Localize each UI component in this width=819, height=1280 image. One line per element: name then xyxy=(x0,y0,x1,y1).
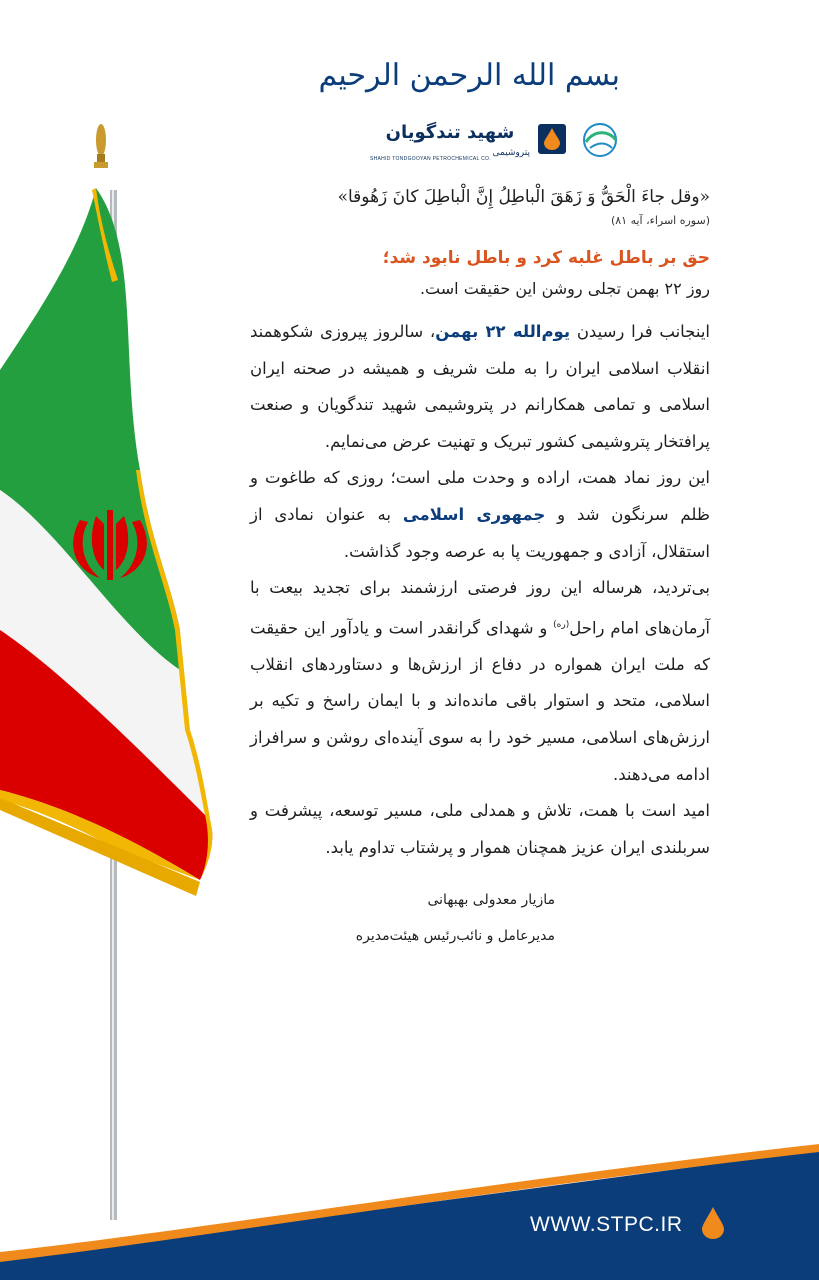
p2-text-c: به عنوان نمادی از استقلال، آزادی و جمهوریت پا به عرصه وجود گذاشت. xyxy=(250,504,710,561)
subheadline: روز ۲۲ بهمن تجلی روشن این حقیقت است. xyxy=(419,279,710,298)
brand-name: شهید تندگویان xyxy=(385,122,515,143)
paragraph-1 xyxy=(250,314,710,460)
p3-superscript: (ره) xyxy=(553,619,570,630)
company-logo xyxy=(360,118,630,170)
p2-text-a: این روز نماد همت، اراده و وحدت ملی است؛ روزی که طاغوت و ظلم سرنگون شد و xyxy=(250,468,710,524)
website-link[interactable]: WWW.STPC.IR xyxy=(530,1213,683,1236)
basmala-calligraphy: بسم الله الرحمن الرحیم xyxy=(318,58,620,93)
iran-flag-icon xyxy=(0,110,240,1220)
p3-text-a: بی‌تردید، هرساله این روز فرصتی ارزشمند برای تجدید بیعت با آرمان‌های امام راحل xyxy=(250,578,710,638)
signatory-title: مدیرعامل و نائب‌رئیس هیئت‌مدیره xyxy=(355,928,555,945)
paragraph-3 xyxy=(250,570,710,793)
drop-icon xyxy=(702,1207,724,1239)
paragraph-4: امید است با همت، تلاش و همدلی ملی، مسیر توسعه، پیشرفت و سربلندی ایران عزیز همچنان هموار و پرشتاب تداوم یابد. xyxy=(250,801,710,857)
verse-reference: (سوره اسراء، آیه ۸۱) xyxy=(610,214,710,227)
quran-verse: «وقل جاءَ الْحَقُّ وَ زَهَقَ الْباطِلُ إِنَّ الْباطِلَ کانَ زَهُوقا» xyxy=(337,187,710,207)
signatory-name: مازیار معدولی بهبهانی xyxy=(427,892,555,909)
p1-text-c: ، سالروز پیروزی شکوهمند انقلاب اسلامی ایران را به ملت شریف و همیشه در صحنه ایران اسلامی و تمامی همکارانم در پتروشیمی شهید تندگویان و صنعت پرافتخار پتروشیمی کشور تبریک و تهنیت عرض می‌نمایم. xyxy=(250,322,710,451)
paragraph-2 xyxy=(250,460,710,570)
message-body xyxy=(250,182,710,954)
brand-latin: SHAHID TONDGOOYAN PETROCHEMICAL CO. xyxy=(370,156,491,162)
drop-logo-icon xyxy=(538,124,566,154)
headline: حق بر باطل غلبه کرد و باطل نابود شد؛ xyxy=(382,248,710,268)
bird-logo-icon xyxy=(578,120,622,160)
p2-highlight: جمهوری اسلامی xyxy=(402,504,546,524)
signature xyxy=(250,882,710,954)
p3-text-b: و شهدای گرانقدر است و یادآور این حقیقت که ملت ایران همواره در دفاع از ارزش‌ها و دستاوردهای انقلاب اسلامی، متحد و استوار باقی مانده‌اند و با ایمان راسخ و تکیه بر ارزش‌های اسلامی، مسیر خود را به سوی آینده‌ای روشن و سرافراز ادامه می‌دهند. xyxy=(250,618,710,784)
p1-highlight: یوم‌الله ۲۲ بهمن xyxy=(435,322,571,341)
p1-text-a: اینجانب فرا رسیدن xyxy=(576,322,710,341)
brand-subtitle: پتروشیمی xyxy=(492,148,530,158)
